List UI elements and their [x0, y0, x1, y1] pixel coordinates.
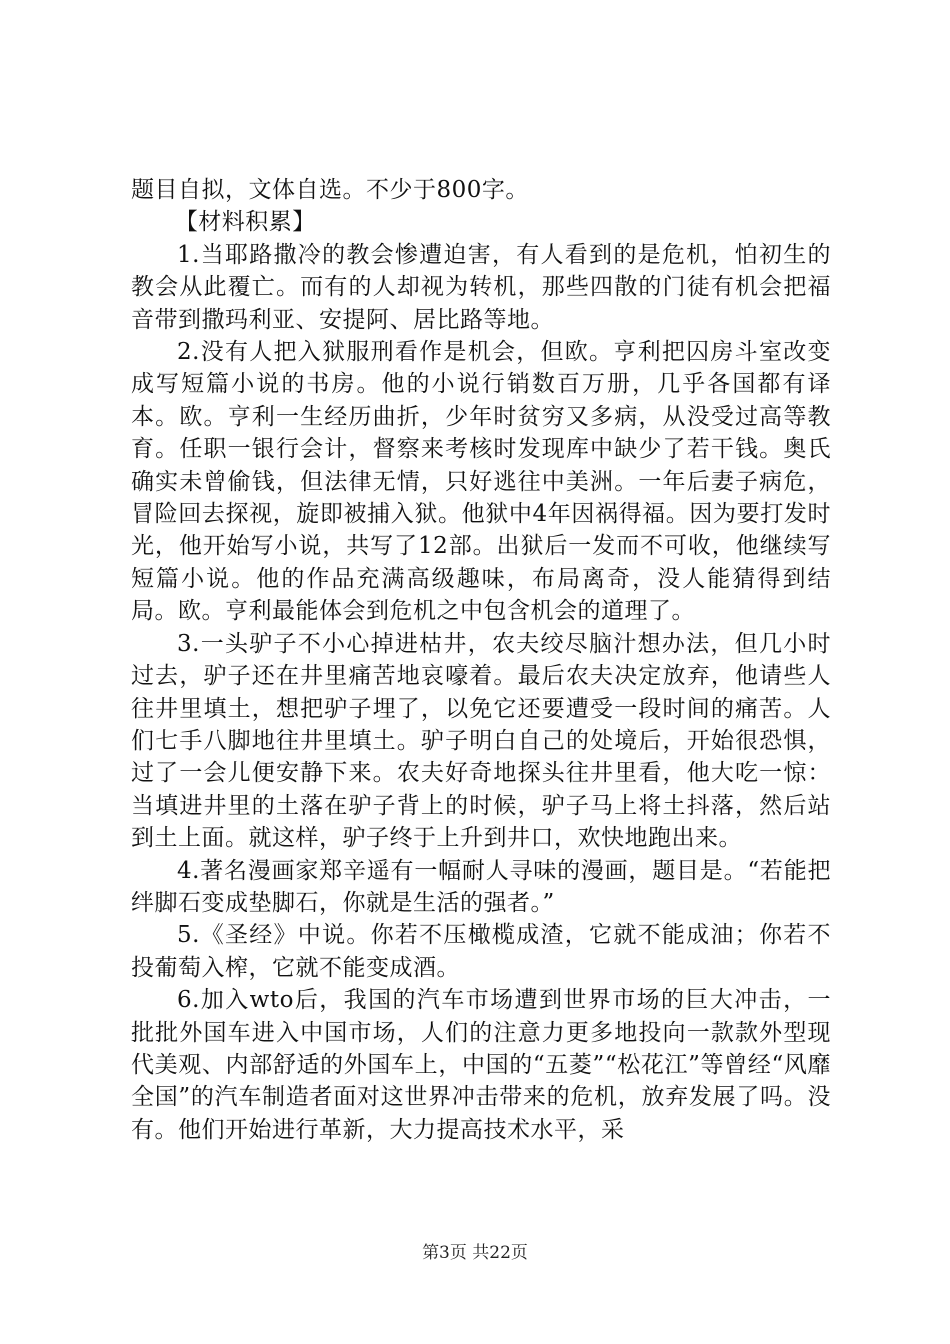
page-number-footer: 第3页 共22页 [422, 1243, 528, 1263]
paragraph-item-5: 5.《圣经》中说。你若不压橄榄成渣，它就不能成油；你若不投葡萄入榨，它就不能变成酒。 [131, 922, 831, 981]
paragraph-item-2: 2.没有人把入狱服刑看作是机会，但欧。亨利把囚房斗室改变成写短篇小说的书房。他的小说行销数百万册，几乎各国都有译本。欧。亨利一生经历曲折，少年时贫穷又多病，从没受过高等教育。任职一银行会计，督察来考核时发现库中缺少了若干钱。奥氏确实未曾偷钱，但法律无情，只好逃往中美洲。一年后妻子病危，冒险回去探视，旋即被捕入狱。他狱中4年因祸得福。因为要打发时光，他开始写小说，共写了12部。出狱后一发而不可收，他继续写短篇小说。他的作品充满高级趣味，布局离奇，没人能猜得到结局。欧。亨利最能体会到危机之中包含机会的道理了。 [131, 339, 831, 625]
paragraph-item-3: 3.一头驴子不小心掉进枯井，农夫绞尽脑汁想办法，但几小时过去，驴子还在井里痛苦地哀嚎着。最后农夫决定放弃，他请些人往井里填土，想把驴子埋了，以免它还要遭受一段时间的痛苦。人们七手八脚地往井里填土。驴子明白自己的处境后，开始很恐惧，过了一会儿便安静下来。农夫好奇地探头往井里看，他大吃一惊：当填进井里的土落在驴子背上的时候，驴子马上将土抖落，然后站到土上面。就这样，驴子终于上升到井口，欢快地跑出来。 [131, 630, 831, 852]
paragraph-item-1: 1.当耶路撒冷的教会惨遭迫害，有人看到的是危机，怕初生的教会从此覆亡。而有的人却视为转机，那些四散的门徒有机会把福音带到撒玛利亚、安提阿、居比路等地。 [131, 241, 831, 333]
paragraph-item-6: 6.加入wto后，我国的汽车市场遭到世界市场的巨大冲击，一批批外国车进入中国市场，人们的注意力更多地投向一款款外型现代美观、内部舒适的外国车上，中国的“五菱”“松花江”等曾经“风靡全国”的汽车制造者面对这世界冲击带来的危机，放弃发展了吗。没有。他们开始进行革新，大力提高技术水平，采 [131, 987, 831, 1143]
paragraph-topic-instruction: 题目自拟，文体自选。不少于800字。 [131, 177, 529, 203]
section-heading-material: 【材料积累】 [174, 209, 316, 236]
paragraph-item-4: 4.著名漫画家郑辛遥有一幅耐人寻味的漫画，题目是。“若能把绊脚石变成垫脚石，你就是生活的强者。” [131, 857, 831, 916]
document-body [131, 174, 831, 1146]
